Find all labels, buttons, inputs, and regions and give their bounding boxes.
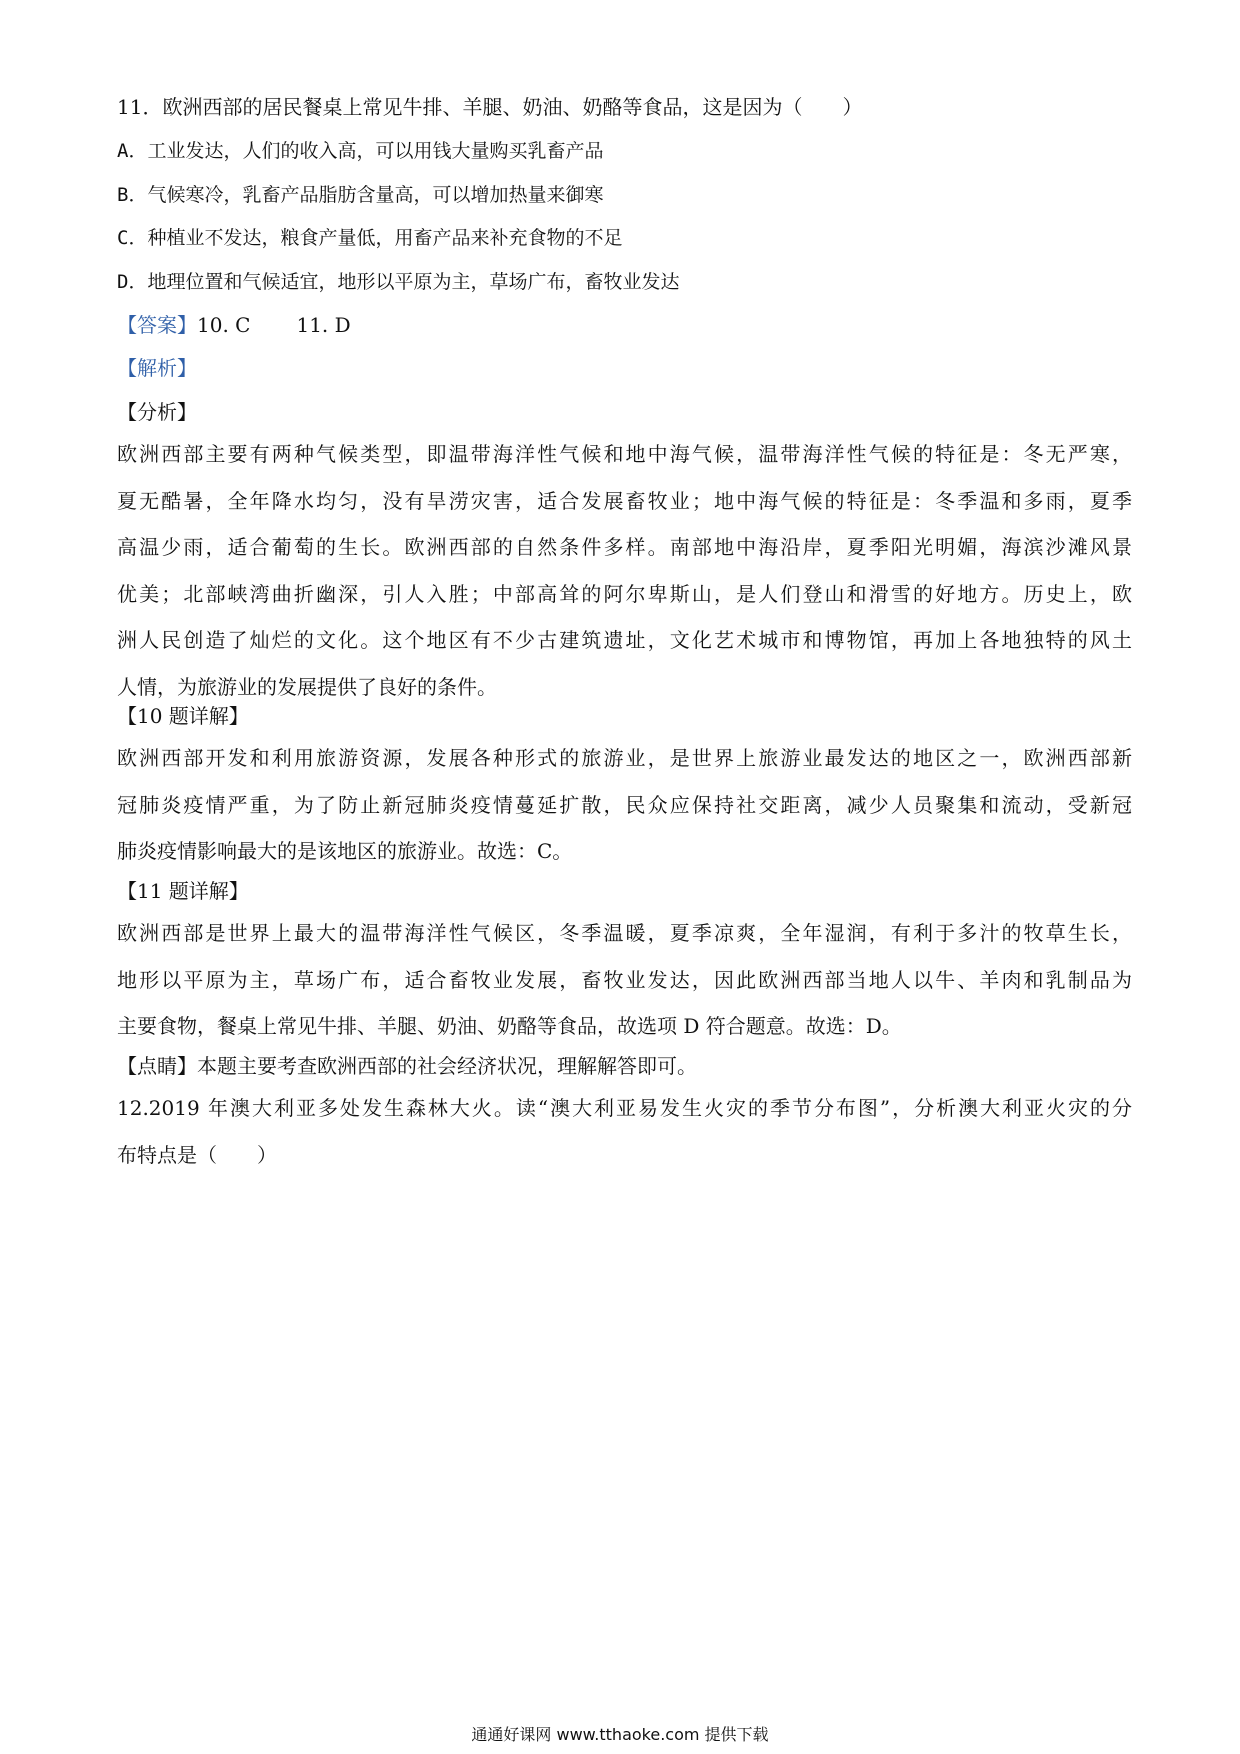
q10-detail-row: 肺炎疫情影响最大的是该地区的旅游业。故选：C。 xyxy=(117,839,573,863)
q11-detail-paragraph xyxy=(117,910,1132,1050)
fenxi-paragraph xyxy=(117,431,1132,710)
fenxi-row: 欧洲西部主要有两种气候类型，即温带海洋性气候和地中海气候，温带海洋性气候的特征是：冬无严寒， xyxy=(117,442,1132,466)
dianjing-tag: 【点睛】 xyxy=(117,1054,197,1078)
answer-11: 11. D xyxy=(296,313,351,337)
dianjing-text: 本题主要考查欧洲西部的社会经济状况，理解解答即可。 xyxy=(197,1054,697,1078)
dianjing-line xyxy=(117,1054,1132,1078)
answer-line xyxy=(117,313,1132,337)
question-12-row: 12.2019 年澳大利亚多处发生森林大火。读“澳大利亚易发生火灾的季节分布图”，分析澳大利亚火灾的分 xyxy=(117,1096,1132,1120)
answer-10: 10. C xyxy=(197,313,251,337)
page-footer: 通通好课网 www.tthaoke.com 提供下载 xyxy=(471,1725,769,1744)
analysis-tag: 【解析】 xyxy=(117,356,197,380)
question-12-row: 布特点是（ ） xyxy=(117,1142,277,1167)
question-12-stem xyxy=(117,1085,1132,1178)
question-11-stem: 11．欧洲西部的居民餐桌上常见牛排、羊腿、奶油、奶酪等食品，这是因为（ ） xyxy=(117,95,863,119)
question-11-option-c: C．种植业不发达，粮食产量低，用畜产品来补充食物的不足 xyxy=(117,227,623,249)
q11-detail-tag: 【11 题详解】 xyxy=(117,879,249,903)
q10-detail-tag: 【10 题详解】 xyxy=(117,704,249,728)
q11-detail-row: 主要食物，餐桌上常见牛排、羊腿、奶油、奶酪等食品，故选项 D 符合题意。故选：D。 xyxy=(117,1014,902,1038)
q11-detail-row: 地形以平原为主，草场广布，适合畜牧业发展，畜牧业发达，因此欧洲西部当地人以牛、羊肉和乳制品为 xyxy=(117,967,1132,992)
fenxi-row: 夏无酷暑，全年降水均匀，没有旱涝灾害，适合发展畜牧业；地中海气候的特征是：冬季温和多雨，夏季 xyxy=(117,488,1132,513)
fenxi-row: 高温少雨，适合葡萄的生长。欧洲西部的自然条件多样。南部地中海沿岸，夏季阳光明媚，海滨沙滩风景 xyxy=(117,535,1132,559)
q11-detail-row: 欧洲西部是世界上最大的温带海洋性气候区，冬季温暖，夏季凉爽，全年湿润，有利于多汁的牧草生长， xyxy=(117,921,1132,945)
question-11-option-a: A．工业发达，人们的收入高，可以用钱大量购买乳畜产品 xyxy=(117,140,604,162)
q10-detail-paragraph xyxy=(117,735,1132,875)
answer-tag: 【答案】 xyxy=(117,313,197,337)
q10-detail-row: 欧洲西部开发和利用旅游资源，发展各种形式的旅游业，是世界上旅游业最发达的地区之一，欧洲西部新 xyxy=(117,746,1132,770)
fenxi-tag: 【分析】 xyxy=(117,400,197,424)
fenxi-row: 洲人民创造了灿烂的文化。这个地区有不少古建筑遗址，文化艺术城市和博物馆，再加上各地独特的风土 xyxy=(117,628,1132,652)
fenxi-row: 人情，为旅游业的发展提供了良好的条件。 xyxy=(117,674,497,699)
question-11-option-d: D．地理位置和气候适宜，地形以平原为主，草场广布，畜牧业发达 xyxy=(117,271,680,293)
question-11-option-b: B．气候寒冷，乳畜产品脂肪含量高，可以增加热量来御寒 xyxy=(117,184,604,206)
q10-detail-row: 冠肺炎疫情严重，为了防止新冠肺炎疫情蔓延扩散，民众应保持社交距离，减少人员聚集和流动，受新冠 xyxy=(117,792,1132,817)
fenxi-row: 优美；北部峡湾曲折幽深，引人入胜；中部高耸的阿尔卑斯山，是人们登山和滑雪的好地方。历史上，欧 xyxy=(117,581,1132,606)
